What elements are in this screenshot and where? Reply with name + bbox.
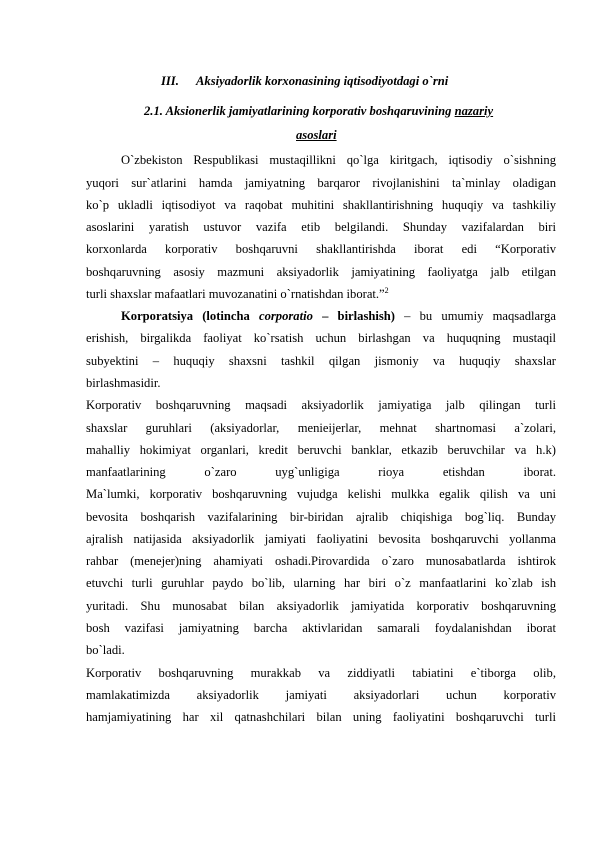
section-title-part2: asoslari — [296, 128, 337, 142]
paragraph3-line-4: manfaatlarining o`zaro uyg`unligiga rioya etishdan iborat. — [86, 465, 556, 479]
chapter-title: Aksiyadorlik korxonasining iqtisodiyotdagi o`rni — [196, 74, 449, 88]
paragraph1-line-2: yuqori sur`atlarini hamda jamiyatning barqaror rivojlanishini ta`minlay oladigan — [86, 176, 556, 190]
paragraph3-line-8: rahbar (menejer)ning ahamiyati oshadi.Pirovardida o`zaro munosabatlarda ishtirok — [86, 554, 556, 568]
definition-latin-word: corporatio — [259, 309, 313, 323]
paragraph2-line-2: erishish, birgalikda faoliyat ko`rsatish uchun birlashgan va huquqning mustaqil — [86, 331, 556, 345]
paragraph1-line-3: ko`p ukladli iqtisodiyot va raqobat muhitini shakllantirishning huquqiy va tashkiliy — [86, 198, 556, 212]
chapter-number: III. — [161, 74, 179, 88]
paragraph1-line-5: korxonlarda korporativ boshqaruvni shakllantirishda iborat edi “Korporativ — [86, 242, 556, 256]
paragraph1-line-6: boshqaruvning asosiy mazmuni aksiyadorlik jamiyatining faoliyatga jalb etilgan — [86, 265, 556, 279]
paragraph3-line-5: Ma`lumki, korporativ boshqaruvning vujudga kelishi mulkka egalik qilish va uni — [86, 487, 556, 501]
definition-term: Korporatsiya (lotincha — [121, 309, 260, 323]
paragraph3-line-1: Korporativ boshqaruvning maqsadi aksiyadorlik jamiyatiga jalb qilingan turli — [86, 398, 556, 412]
paragraph4-line-3: hamjamiyatining har xil qatnashchilari bilan uning faoliyatini boshqaruvchi turli — [86, 710, 556, 724]
paragraph1-line-7-text: turli shaxslar mafaatlari muvozanatini o`rnatishdan iborat.” — [86, 287, 385, 301]
section-title-link: nazariy — [454, 104, 494, 118]
section-title-continued — [296, 128, 337, 143]
paragraph3-line-7: ajralish natijasida aksiyadorlik jamiyati faoliyatini bevosita boshqaruvchi yollanma — [86, 532, 556, 546]
paragraph2-line-3: subyektini – huquqiy shaxsni tashkil qilgan jismoniy va huquqiy shaxslar — [86, 354, 556, 368]
paragraph4-line-1: Korporativ boshqaruvning murakkab va ziddiyatli tabiatini e`tiborga olib, — [86, 666, 556, 680]
definition-rest: – bu umumiy maqsadlarga — [394, 309, 556, 323]
footnote-mark: 2 — [384, 285, 389, 295]
paragraph3-line-10: yuritadi. Shu munosabat bilan aksiyadorlik jamiyatida korporativ boshqaruvning — [86, 599, 556, 613]
paragraph2-line-1 — [121, 306, 556, 326]
section-title-part1: 2.1. Aksionerlik jamiyatlarining korporativ boshqaruvining — [144, 104, 455, 118]
paragraph3-line-11: bosh vazifasi jamiyatning barcha aktivlaridan samarali foydalanishdan iborat — [86, 621, 556, 635]
paragraph4-line-2: mamlakatimizda aksiyadorlik jamiyati aksiyadorlari uchun korporativ — [86, 688, 556, 702]
paragraph2-line-4: birlashmasidir. — [86, 376, 161, 390]
paragraph3-line-9: etuvchi turli guruhlar paydo bo`lib, ularning har biri o`z manfaatlarini ko`zlab ish — [86, 576, 556, 590]
definition-term-end: – birlashish) — [312, 309, 395, 323]
paragraph3-line-6: bevosita boshqarish vazifalarining bir-biridan ajralib chiqishiga bog`liq. Bunday — [86, 510, 556, 524]
paragraph3-line-12: bo`ladi. — [86, 643, 125, 657]
paragraph3-line-3: mahalliy hokimiyat organlari, kredit beruvchi banklar, etkazib beruvchilar va h.k) — [86, 443, 556, 457]
paragraph1-line-4: asoslarini yaratish ustuvor vazifa etib belgilandi. Shunday vazifalardan biri — [86, 220, 556, 234]
paragraph3-line-2: shaxslar guruhlari (aksiyadorlar, menieijerlar, mehnat shartnomasi a`zolari, — [86, 421, 556, 435]
paragraph1-line-1: O`zbekiston Respublikasi mustaqillikni qo`lga kiritgach, iqtisodiy o`sishning — [121, 153, 556, 167]
paragraph1-line-7 — [86, 284, 556, 304]
section-title — [144, 104, 493, 119]
